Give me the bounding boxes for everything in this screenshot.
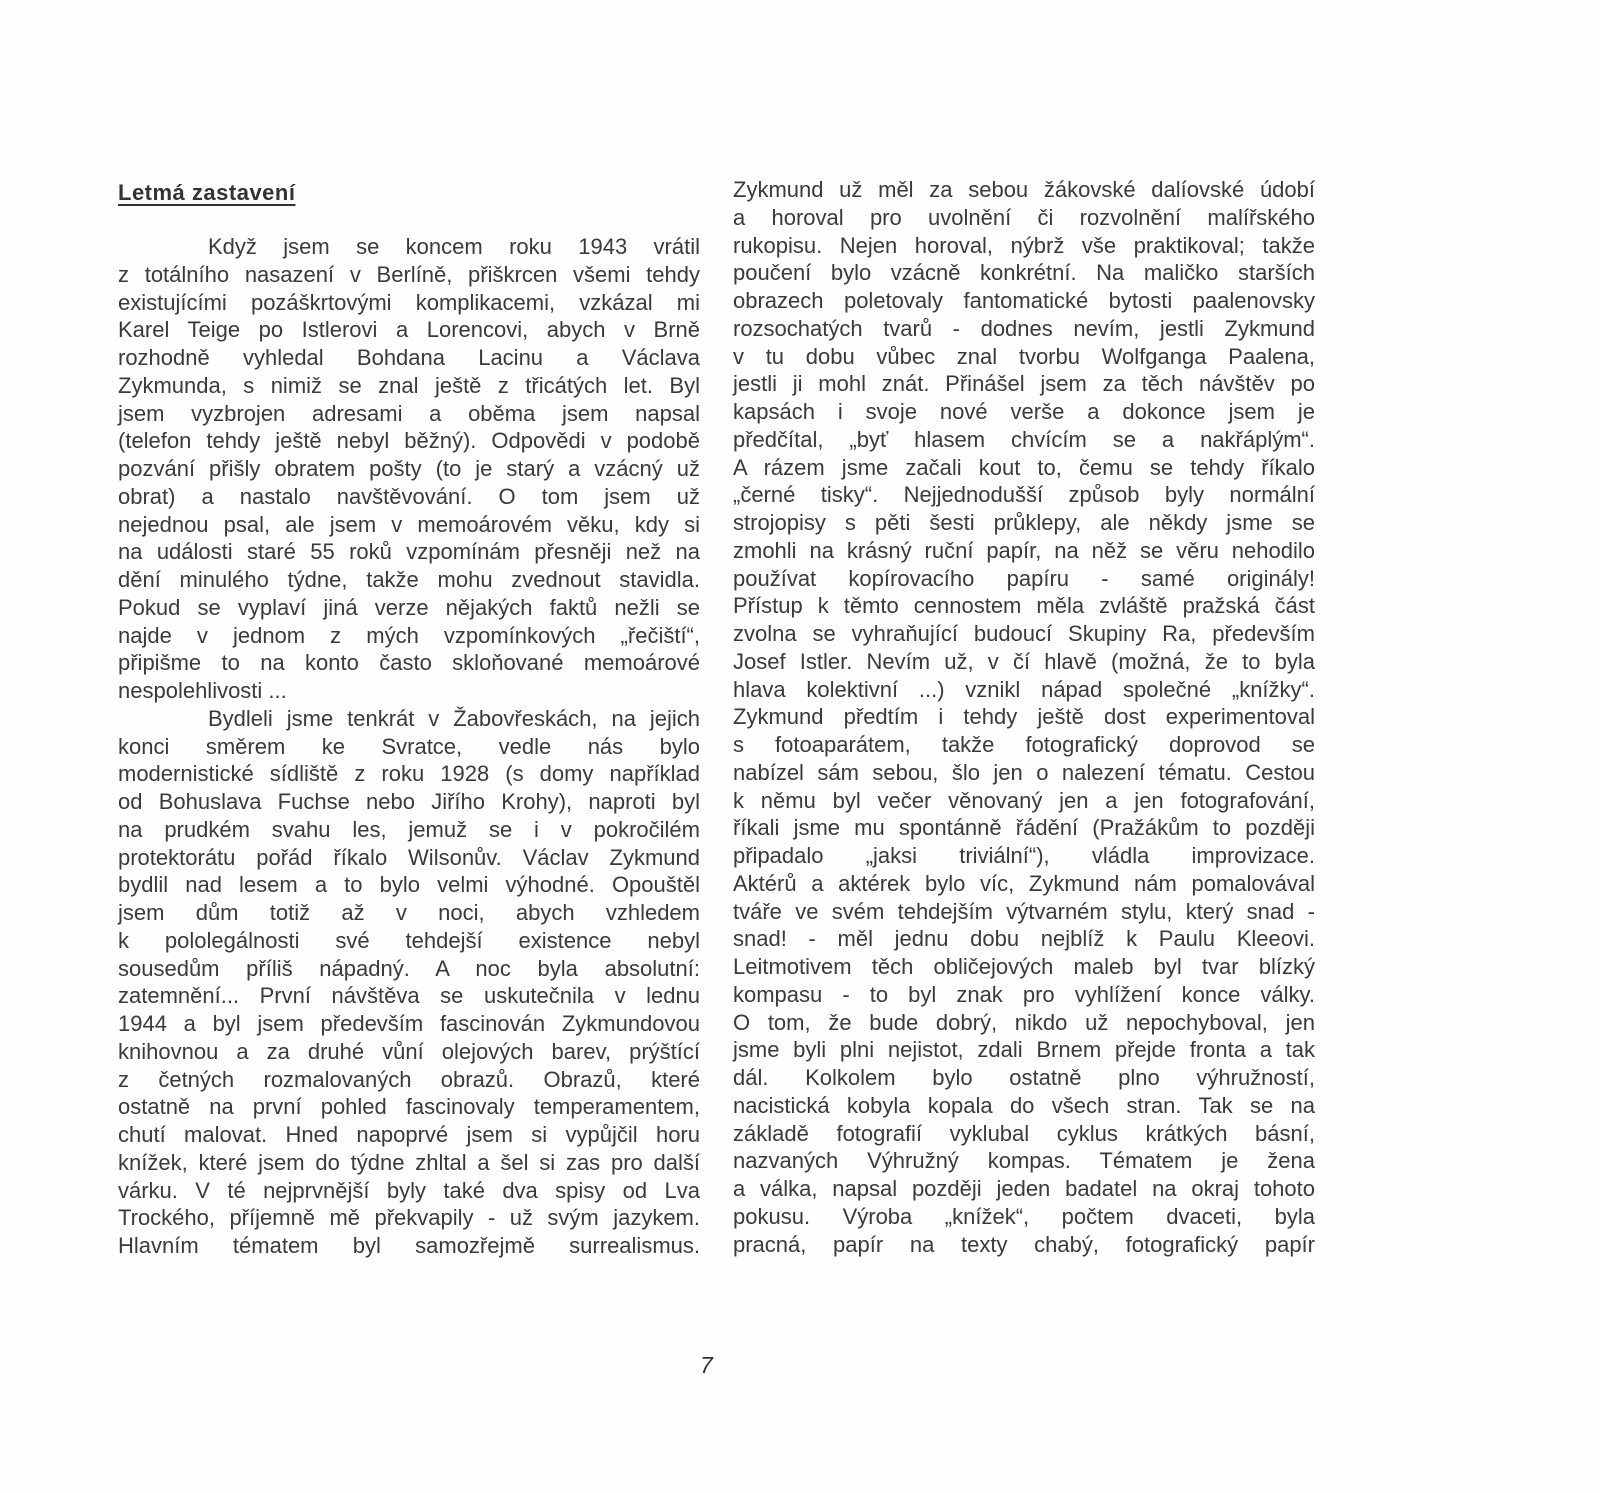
text-line: Hlavním tématem byl samozřejmě surrealismus. [118,1233,700,1258]
text-line: Když jsem se koncem roku 1943 vrátil [208,234,700,259]
text-line: k němu byl večer věnovaný jen a jen fotografování, [733,787,1315,813]
text-line: používat kopírovacího papíru - samé originály! [733,565,1315,591]
text-line: jsem dům totiž až v noci, abych vzhledem [118,900,700,925]
text-line: říkali jsme mu spontánně řádění (Pražákům to později [733,815,1315,841]
text-line: Zykmunda, s nimiž se znal ještě z třicátých let. Byl [118,372,700,398]
text-line: A rázem jsme začali kout to, čemu se tehdy říkalo [733,454,1315,480]
text-line: strojopisy s pěti šesti průklepy, ale někdy jsme se [733,510,1315,535]
text-line: pokusu. Výroba „knížek“, počtem dvaceti, byla [733,1203,1315,1229]
text-line: rozsochatých tvarů - dodnes nevím, jestli Zykmund [733,315,1315,341]
text-line: sousedům příliš nápadný. A noc byla absolutní: [118,955,700,981]
text-line: na prudkém svahu les, jemuž se i v pokročilém [118,816,700,842]
text-line: rukopisu. Nejen horoval, nýbrž vše praktikoval; takže [733,232,1315,258]
text-line: dění minulého týdne, takže mohu zvednout stavidla. [118,567,700,592]
text-line: najde v jednom z mých vzpomínkových „řečiští“, [118,622,700,648]
text-line: pozvání přišly obratem pošty (to je starý a vzácný už [118,456,700,481]
text-line: obrat) a nastalo navštěvování. O tom jsem už [118,483,700,509]
text-line: konci směrem ke Svratce, vedle nás bylo [118,733,700,759]
page-number: 7 [700,1352,713,1378]
text-line: nespolehlivosti ... [118,678,287,703]
text-line: modernistické sídliště z roku 1928 (s domy například [118,761,700,787]
text-line: dál. Kolkolem bylo ostatně plno výhružností, [733,1065,1315,1090]
text-line: připadalo „jaksi triviální“), vládla improvizace. [733,843,1315,868]
text-line: předčítal, „byť hlasem chvícím se a nakřáplým“. [733,426,1315,452]
text-line: a válka, napsal později jeden badatel na okraj tohoto [733,1176,1315,1201]
text-line: snad! - měl jednu dobu nejblíž k Paulu Kleeovi. [733,926,1315,952]
text-line: od Bohuslava Fuchse nebo Jiřího Krohy), naproti byl [118,789,700,814]
text-line: pracná, papír na texty chabý, fotografický papír [733,1231,1315,1257]
text-line: Pokud se vyplaví jiná verze nějakých faktů nežli se [118,594,700,620]
text-line: nazvaných Výhružný kompas. Tématem je žena [733,1148,1315,1174]
text-line: nacistická kobyla kopala do všech stran. Tak se na [733,1092,1315,1118]
text-line: zmohli na krásný ruční papír, na něž se věru nehodilo [733,537,1315,563]
text-line: základě fotografií vyklubal cyklus krátkých básní, [733,1120,1315,1146]
text-line: (telefon tehdy ještě nebyl běžný). Odpovědi v podobě [118,428,700,454]
text-line: poučení bylo vzácně konkrétní. Na maličko starších [733,260,1315,286]
text-line: s fotoaparátem, takže fotografický doprovod se [733,732,1315,757]
text-line: Zykmund už měl za sebou žákovské dalíovské údobí [733,177,1315,202]
text-line: jestli ji mohl znát. Přinášel jsem za těch návštěv po [733,371,1315,397]
text-line: existujícími pozáškrtovými komplikacemi, vzkázal mi [118,289,700,315]
text-line: Leitmotivem těch obličejových maleb byl tvar blízký [733,954,1315,979]
text-line: ostatně na první pohled fascinovaly temperamentem, [118,1094,700,1120]
text-line: Přístup k těmto cennostem měla zvláště pražská část [733,593,1315,619]
text-line: a horoval pro uvolnění či rozvolnění malířského [733,204,1315,230]
text-line: bydlil nad lesem a to bylo velmi výhodné. Opouštěl [118,872,700,898]
text-line: na události staré 55 roků vzpomínám přesněji než na [118,539,700,565]
right-text-column [733,176,1315,1258]
text-line: hlava kolektivní ...) vznikl nápad společné „knížky“. [733,676,1315,702]
section-title: Letmá zastavení [118,180,296,205]
text-line: z totálního nasazení v Berlíně, přiškrcen všemi tehdy [118,261,700,287]
text-line: připišme to na konto často skloňované memoárové [118,650,700,676]
text-line: knihovnou a za druhé vůní olejových barev, prýštící [118,1038,700,1064]
text-line: protektorátu pořád říkalo Wilsonův. Václav Zykmund [118,844,700,870]
text-line: nabízel sám sebou, šlo jen o nalezení tématu. Cestou [733,759,1315,785]
text-line: várku. V té nejprvnější byly také dva spisy od Lva [118,1177,700,1203]
text-line: Bydleli jsme tenkrát v Žabovřeskách, na jejich [208,705,700,731]
text-line: nejednou psal, ale jsem v memoárovém věku, kdy si [118,511,700,537]
text-line: Josef Istler. Nevím už, v čí hlavě (možná, že to byla [733,648,1315,674]
text-line: Karel Teige po Istlerovi a Lorencovi, abych v Brně [118,317,700,343]
text-line: zatemnění... První návštěva se uskutečnila v lednu [118,983,700,1009]
text-line: obrazech poletovaly fantomatické bytosti paalenovsky [733,288,1315,313]
text-line: chutí malovat. Hned napoprvé jsem si vypůjčil horu [118,1122,700,1147]
text-line: rozhodně vyhledal Bohdana Lacinu a Václava [118,345,700,370]
text-line: jsem vyzbrojen adresami a oběma jsem napsal [118,400,700,426]
text-line: tváře ve svém tehdejším výtvarném stylu, který snad - [733,898,1315,924]
text-line: Aktérů a aktérek bylo víc, Zykmund nám pomalovával [733,870,1315,896]
text-line: 1944 a byl jsem především fascinován Zykmundovou [118,1011,700,1036]
text-line: z četných rozmalovaných obrazů. Obrazů, které [118,1066,700,1092]
text-line: O tom, že bude dobrý, nikdo už nepochyboval, jen [733,1009,1315,1035]
text-line: jsme byli plni nejistot, zdali Brnem přejde fronta a tak [733,1037,1315,1063]
text-line: kapsách i svoje nové verše a dokonce jsem je [733,399,1315,424]
text-line: zvolna se vyhraňující budoucí Skupiny Ra, především [733,621,1315,646]
text-line: Trockého, příjemně mě překvapily - už svým jazykem. [118,1205,700,1231]
text-line: Zykmund předtím i tehdy ještě dost experimentoval [733,704,1315,730]
left-text-column [118,233,700,1260]
text-line: „černé tisky“. Nejjednodušší způsob byly normální [733,482,1315,508]
text-line: k pololegálnosti své tehdejší existence nebyl [118,927,700,953]
text-line: knížek, které jsem do týdne zhltal a šel si zas pro další [118,1149,700,1175]
text-line: v tu dobu vůbec znal tvorbu Wolfganga Paalena, [733,343,1315,369]
text-line: kompasu - to byl znak pro vyhlížení konce války. [733,981,1315,1007]
